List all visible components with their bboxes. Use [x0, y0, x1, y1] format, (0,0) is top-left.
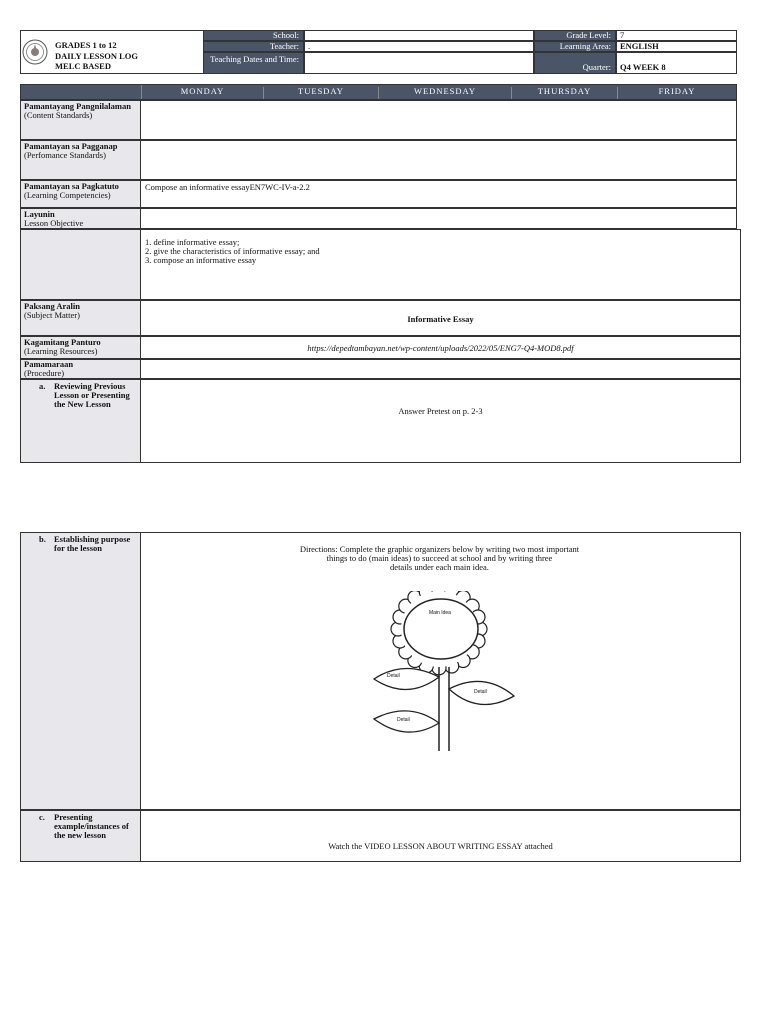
teacher-field[interactable]: .	[304, 41, 534, 52]
row-objectives-list-label	[20, 229, 141, 300]
teacher-label: Teacher:	[203, 41, 304, 52]
directions-line-3: details under each main idea.	[390, 562, 489, 572]
subject-matter-en: (Subject Matter)	[24, 310, 80, 320]
row-procedure-label	[20, 359, 141, 379]
row-a-label	[20, 379, 141, 463]
objective-item-1: 1. define informative essay;	[145, 237, 240, 247]
day-friday: FRIDAY	[658, 86, 696, 96]
row-performance-standards-label	[20, 140, 141, 180]
school-label: School:	[203, 30, 304, 41]
day-monday: MONDAY	[142, 87, 264, 99]
leaf-detail-2-text: Detail	[474, 689, 487, 695]
a-label: Reviewing Previous Lesson or Presenting the New Lesson	[54, 381, 130, 409]
objective-item-2: 2. give the characteristics of informative essay; and	[145, 246, 320, 256]
procedure-cell[interactable]	[140, 359, 741, 379]
procedure-tag: Pamamaraan	[24, 359, 74, 369]
objective-cell[interactable]	[140, 208, 737, 229]
objective-en: Lesson Objective	[24, 218, 84, 228]
day-header-row	[20, 84, 737, 100]
subject-matter-cell[interactable]: Informative Essay	[140, 300, 741, 336]
title-line-3: MELC BASED	[55, 61, 111, 71]
day-tuesday: TUESDAY	[264, 87, 379, 99]
b-label: Establishing purpose for the lesson	[54, 534, 131, 553]
day-thursday: THURSDAY	[512, 87, 618, 99]
header-title	[55, 40, 205, 72]
dates-field[interactable]	[304, 52, 534, 74]
performance-standards-en: (Perfomance Standards)	[24, 150, 106, 160]
learning-competencies-tag: Pamantayan sa Pagkatuto	[24, 181, 119, 191]
school-field[interactable]	[304, 30, 534, 41]
content-standards-cell[interactable]	[140, 100, 737, 140]
c-cell[interactable]: Watch the VIDEO LESSON ABOUT WRITING ESSAY attached	[140, 810, 741, 862]
dates-label: Teaching Dates and Time:	[203, 52, 304, 74]
row-resources-label	[20, 336, 141, 359]
title-line-2: DAILY LESSON LOG	[55, 50, 138, 61]
area-label: Learning Area:	[534, 41, 616, 52]
procedure-en: (Procedure)	[24, 368, 65, 378]
resources-tag: Kagamitang Panturo	[24, 337, 101, 347]
leaf-detail-3-text: Detail	[397, 717, 410, 723]
performance-standards-tag: Pamantayan sa Pagganap	[24, 141, 118, 151]
grade-label: Grade Level:	[534, 30, 616, 41]
a-cell[interactable]: Answer Pretest on p. 2-3	[140, 379, 741, 463]
quarter-label: Quarter:	[534, 52, 616, 74]
b-cell[interactable]	[140, 532, 741, 810]
row-c-label	[20, 810, 141, 862]
row-learning-competencies-label	[20, 180, 141, 208]
directions-line-1: Directions: Complete the graphic organizers below by writing two most important	[299, 544, 580, 554]
objective-tag: Layunin	[24, 209, 55, 219]
content-standards-tag: Pamantayang Pangnilalaman	[24, 101, 131, 111]
b-directions	[141, 545, 738, 572]
area-field[interactable]: ENGLISH	[616, 41, 737, 52]
quarter-field[interactable]: Q4 WEEK 8	[616, 52, 737, 74]
directions-line-2: things to do (main ideas) to succeed at school and by writing three	[326, 553, 553, 563]
objective-item-3: 3. compose an informative essay	[145, 255, 257, 265]
row-subject-matter-label	[20, 300, 141, 336]
grade-field[interactable]: 7	[616, 30, 737, 41]
learning-competencies-en: (Learning Competencies)	[24, 190, 111, 200]
subject-matter-tag: Paksang Aralin	[24, 301, 80, 311]
learning-competencies-cell[interactable]: Compose an informative essayEN7WC-IV-a-2.2	[140, 180, 737, 208]
title-line-1: GRADES 1 to 12	[55, 40, 117, 50]
objectives-list-cell[interactable]	[140, 229, 741, 300]
resources-link[interactable]: https://depedtambayan.net/wp-content/uploads/2022/05/ENG7-Q4-MOD8.pdf	[140, 336, 741, 359]
flower-main-idea-text: Main Idea	[429, 610, 451, 616]
content-standards-en: (Content Standards)	[24, 110, 93, 120]
row-content-standards-label	[20, 100, 141, 140]
a-number: a.	[39, 381, 46, 391]
row-b-label	[20, 532, 141, 810]
c-label: Presenting example/instances of the new lesson	[54, 812, 129, 840]
row-objective-label	[20, 208, 141, 229]
deped-seal-logo	[22, 39, 48, 65]
performance-standards-cell[interactable]	[140, 140, 737, 180]
resources-en: (Learning Resources)	[24, 346, 98, 356]
b-number: b.	[39, 534, 46, 544]
c-number: c.	[39, 812, 45, 822]
day-wednesday: WEDNESDAY	[379, 87, 512, 99]
leaf-detail-1-text: Detail	[387, 673, 400, 679]
